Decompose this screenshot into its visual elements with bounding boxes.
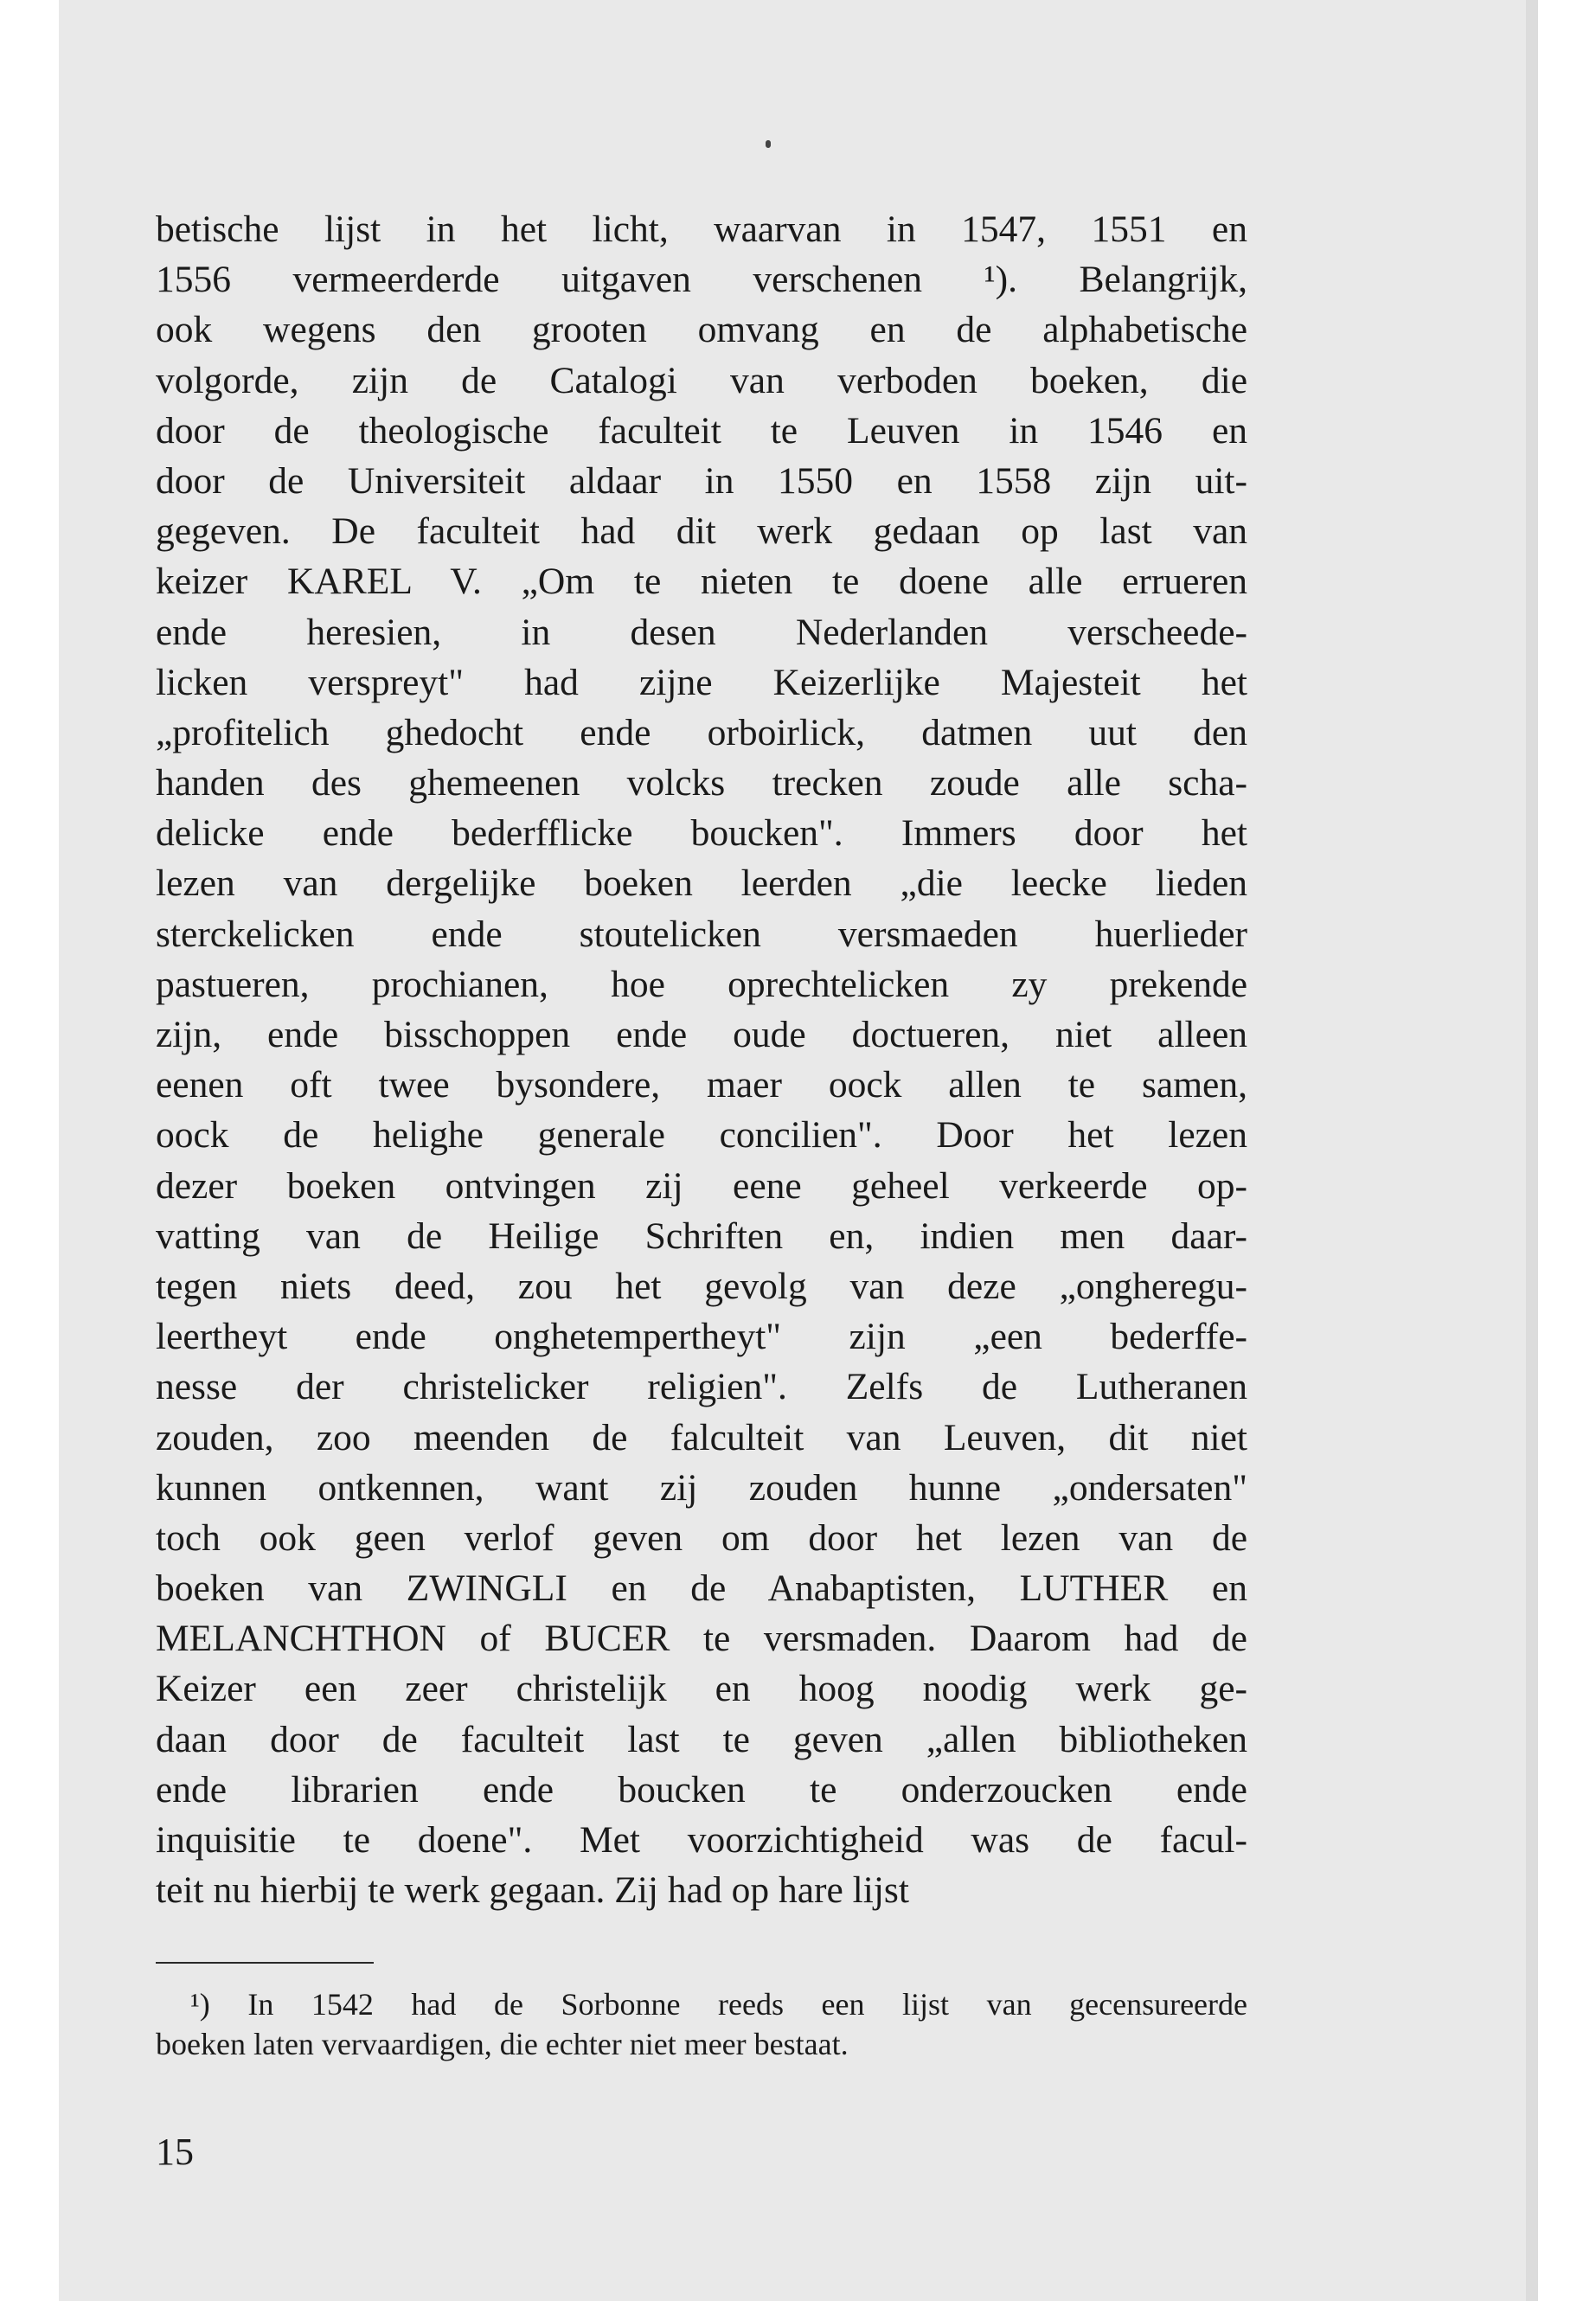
text-line: toch ook geen verlof geven om door het lezen van de xyxy=(156,1516,1247,1559)
text-line: ende heresien, in desen Nederlanden verscheede- xyxy=(156,611,1247,653)
page-number: 15 xyxy=(156,2131,194,2173)
page-edge xyxy=(1526,0,1538,2301)
text-line: kunnen ontkennen, want zij zouden hunne „ondersaten" xyxy=(156,1466,1247,1509)
text-line: teit nu hierbij te werk gegaan. Zij had op hare lijst xyxy=(156,1869,909,1912)
text-line: licken verspreyt" had zijne Keizerlijke Majesteit het xyxy=(156,661,1247,703)
text-line: lezen van dergelijke boeken leerden „die leecke lieden xyxy=(156,862,1247,905)
text-line: delicke ende bederfflicke boucken". Immers door het xyxy=(156,812,1247,855)
text-line: betische lijst in het licht, waarvan in 1547, 1551 en xyxy=(156,208,1247,250)
text-line: „profitelich ghedocht ende orboirlick, datmen uut den xyxy=(156,711,1247,753)
footnote-line: boeken laten vervaardigen, die echter niet meer bestaat. xyxy=(156,2027,849,2061)
text-line: boeken van ZWINGLI en de Anabaptisten, LUTHER en xyxy=(156,1567,1247,1610)
text-line: gegeven. De faculteit had dit werk gedaan op last van xyxy=(156,510,1247,553)
body-text xyxy=(156,204,1247,1915)
text-line: tegen niets deed, zou het gevolg van deze „ongheregu- xyxy=(156,1265,1247,1307)
text-line: door de theologische faculteit te Leuven in 1546 en xyxy=(156,409,1247,452)
text-line: nesse der christelicker religien". Zelfs de Lutheranen xyxy=(156,1366,1247,1408)
ink-speck xyxy=(766,140,771,148)
text-line: leertheyt ende onghetempertheyt" zijn „een bederffe- xyxy=(156,1316,1247,1358)
footnote-line: ¹) In 1542 had de Sorbonne reeds een lijst van gecensureerde xyxy=(190,1987,1247,2022)
text-line: dezer boeken ontvingen zij eene geheel verkeerde op- xyxy=(156,1164,1247,1207)
text-line: oock de helighe generale concilien". Door het lezen xyxy=(156,1114,1247,1157)
text-line: sterckelicken ende stoutelicken versmaeden huerlieder xyxy=(156,913,1247,955)
text-line: vatting van de Heilige Schriften en, indien men daar- xyxy=(156,1215,1247,1257)
text-line: eenen oft twee bysondere, maer oock allen te samen, xyxy=(156,1064,1247,1106)
text-line: handen des ghemeenen volcks trecken zoude alle scha- xyxy=(156,762,1247,804)
text-line: inquisitie te doene". Met voorzichtigheid was de facul- xyxy=(156,1819,1247,1861)
text-line: zouden, zoo meenden de falculteit van Leuven, dit niet xyxy=(156,1416,1247,1458)
text-line: volgorde, zijn de Catalogi van verboden boeken, die xyxy=(156,359,1247,401)
text-line: daan door de faculteit last te geven „allen bibliotheken xyxy=(156,1718,1247,1760)
text-line: 1556 vermeerderde uitgaven verschenen ¹). Belangrijk, xyxy=(156,259,1247,301)
text-line: door de Universiteit aldaar in 1550 en 1558 zijn uit- xyxy=(156,459,1247,502)
text-line: Keizer een zeer christelijk en hoog noodig werk ge- xyxy=(156,1668,1247,1710)
footnote-rule xyxy=(156,1962,374,1964)
text-line: ook wegens den grooten omvang en de alphabetische xyxy=(156,309,1247,351)
text-line: keizer KAREL V. „Om te nieten te doene alle errueren xyxy=(156,561,1247,603)
footnote xyxy=(156,1984,1247,2064)
text-line: MELANCHTHON of BUCER te versmaden. Daarom had de xyxy=(156,1618,1247,1660)
text-line: ende librarien ende boucken te onderzoucken ende xyxy=(156,1768,1247,1811)
text-line: pastueren, prochianen, hoe oprechtelicken zy prekende xyxy=(156,963,1247,1005)
text-line: zijn, ende bisschoppen ende oude doctueren, niet alleen xyxy=(156,1014,1247,1055)
